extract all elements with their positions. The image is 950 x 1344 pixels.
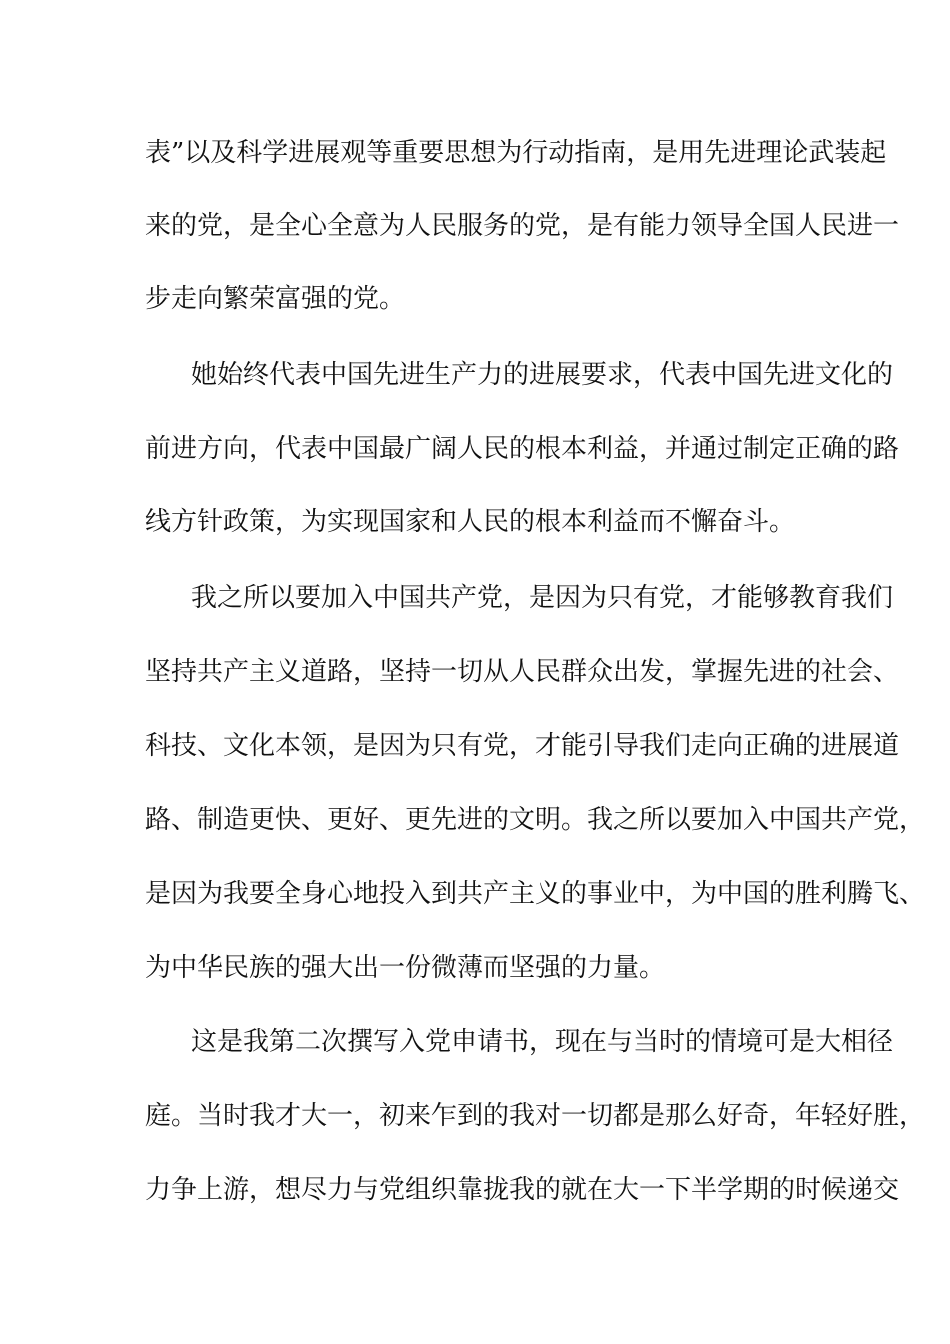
paragraph-3-line-4: 路、制造更快、更好、更先进的文明。我之所以要加入中国共产党，: [145, 805, 926, 835]
paragraph-4-line-3: 力争上游，想尽力与党组织靠拢我的就在大一下半学期的时候递交: [145, 1175, 900, 1205]
paragraph-4-line-2: 庭。当时我才大一，初来乍到的我对一切都是那么好奇，年轻好胜，: [145, 1101, 926, 1131]
paragraph-3-line-6: 为中华民族的强大出一份微薄而坚强的力量。: [145, 953, 666, 983]
paragraph-1-line-2: 来的党，是全心全意为人民服务的党，是有能力领导全国人民进一: [145, 211, 900, 241]
paragraph-2-line-2: 前进方向，代表中国最广阔人民的根本利益，并通过制定正确的路: [145, 434, 900, 464]
paragraph-3-line-5: 是因为我要全身心地投入到共产主义的事业中，为中国的胜利腾飞、: [145, 879, 926, 909]
paragraph-3-line-1: 我之所以要加入中国共产党，是因为只有党，才能够教育我们: [191, 583, 894, 613]
paragraph-4-line-1: 这是我第二次撰写入党申请书，现在与当时的情境可是大相径: [191, 1027, 894, 1057]
paragraph-3-line-3: 科技、文化本领，是因为只有党，才能引导我们走向正确的进展道: [145, 731, 900, 761]
paragraph-1-line-3: 步走向繁荣富强的党。: [145, 284, 406, 314]
paragraph-1-line-1: 表”以及科学进展观等重要思想为行动指南，是用先进理论武装起: [145, 138, 887, 168]
paragraph-3-line-2: 坚持共产主义道路，坚持一切从人民群众出发，掌握先进的社会、: [145, 657, 900, 687]
paragraph-2-line-1: 她始终代表中国先进生产力的进展要求，代表中国先进文化的: [191, 360, 894, 390]
paragraph-2-line-3: 线方针政策，为实现国家和人民的根本利益而不懈奋斗。: [145, 507, 796, 537]
